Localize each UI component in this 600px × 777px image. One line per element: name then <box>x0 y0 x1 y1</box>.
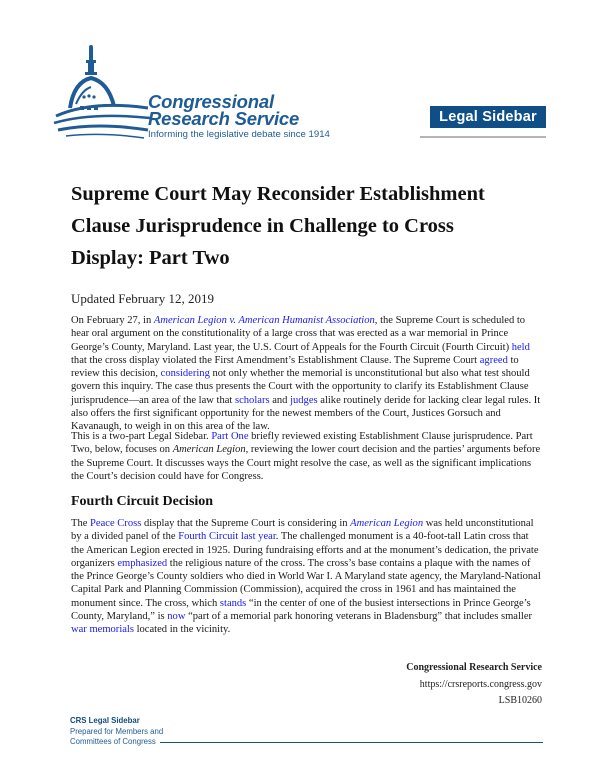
text: was held unconstitutional by a divided panel of the <box>71 518 534 543</box>
logo-tagline: Informing the legislative debate since 1914 <box>148 129 330 140</box>
section-heading: Fourth Circuit Decision <box>71 494 214 509</box>
footer-divider <box>160 742 543 743</box>
text: This is a two-part Legal Sidebar. <box>71 431 212 442</box>
page-title: Supreme Court May Reconsider Establishment Clause Jurisprudence in Challenge to Cross Display: Part Two <box>71 183 485 269</box>
text: display that the Supreme Court is considering in <box>141 518 351 529</box>
badge-divider <box>420 136 546 138</box>
peace-cross-link[interactable]: Peace Cross <box>90 518 142 529</box>
text: that the cross display violated the First Amendment’s Establishment Clause. The Supreme Court <box>71 354 480 366</box>
now-link[interactable]: now <box>167 611 186 623</box>
intro-paragraph <box>71 314 541 434</box>
judges-link[interactable]: judges <box>290 394 318 406</box>
held-link[interactable]: held <box>511 341 530 353</box>
crs-logo <box>52 40 352 150</box>
text: “part of a memorial park honoring veterans in Bladensburg” that includes smaller <box>185 611 533 623</box>
text: On February 27, in <box>71 315 154 326</box>
case-name-italic: American Legion <box>172 444 246 456</box>
footer-series <box>70 716 163 748</box>
part-one-link[interactable]: Part One <box>211 431 249 442</box>
text: . The challenged monument is a 40-foot-tall Latin cross that the American Legion erected in 1925. During fundraising efforts and at the monument’s dedication, the private organizers <box>71 531 539 569</box>
fourth-circuit-link[interactable]: Fourth Circuit last year <box>178 531 276 543</box>
considering-link[interactable]: considering <box>160 368 210 380</box>
footer-url: https://crsreports.congress.gov <box>419 678 542 690</box>
footer-report-id: LSB10260 <box>498 695 542 706</box>
footer-citation <box>406 660 542 710</box>
agreed-link[interactable]: agreed <box>479 354 508 366</box>
stands-link[interactable]: stands <box>219 597 247 609</box>
overview-paragraph <box>71 430 541 483</box>
text: and <box>269 394 291 406</box>
scholars-link[interactable]: scholars <box>235 394 270 406</box>
footer-org: Congressional Research Service <box>406 662 542 673</box>
emphasized-link[interactable]: emphasized <box>117 557 168 569</box>
logo-name-line1: Congressional <box>148 91 274 112</box>
legal-sidebar-badge: Legal Sidebar <box>430 106 546 128</box>
text: located in the vicinity. <box>133 624 231 636</box>
american-legion-link[interactable]: American Legion <box>350 518 424 529</box>
text: to review this decision, <box>71 354 519 380</box>
text: the religious nature of the cross. The cross’s base contains a plaque with the names of the Prince George’s County soldiers who died in World War I. A Maryland state agency, the Maryland-National Capital Park and Planning Commission (Commission), acquired the cross in 1961 and has maintained the monument since. The cross, which <box>71 557 541 609</box>
text: , reviewing the lower court decision and the parties’ arguments before the Supreme Court. It discusses ways the Court might resolve the case, as well as the significant implications the Court’s decision could have for Congress. <box>71 444 541 482</box>
text: , the Supreme Court is scheduled to hear oral argument on the constitutionality of a large cross that was erected as a war memorial in Prince George’s County, Maryland. Last year, the U.S. Court of Appeals for the Fourth Circuit (Fourth Circuit) <box>71 315 526 353</box>
logo-wordmark <box>148 93 299 127</box>
case-link[interactable]: American Legion v. American Humanist Association <box>153 315 375 326</box>
footer-series-line2: Prepared for Members and <box>70 726 164 736</box>
text: The <box>71 518 91 529</box>
footer-series-line3: Committees of Congress <box>70 737 156 746</box>
updated-date: Updated February 12, 2019 <box>71 291 214 306</box>
text: alike routinely deride for lacking clear legal rules. It also offers the first significant opportunity for the newest members of the Court, Justices Gorsuch and Kavanaugh, to weigh in on this area of the law. <box>71 394 541 433</box>
text: not only whether the memorial is unconstitutional but also what test should govern this inquiry. The case thus presents the Court with the opportunity to clarify its Establishment Clause jurisprudence—an area of the law that <box>71 368 530 406</box>
war-memorials-link[interactable]: war memorials <box>71 624 134 636</box>
footer-series-title: CRS Legal Sidebar <box>70 716 140 725</box>
decision-paragraph <box>71 517 541 637</box>
text: “in the center of one of the busiest intersections in Prince George’s County, Maryland,” is <box>71 597 531 623</box>
logo-name-line2: Research Service <box>148 108 300 129</box>
text: briefly reviewed existing Establishment Clause jurisprudence. Part Two, below, focuses on <box>71 431 533 456</box>
capitol-dome-icon <box>52 40 152 150</box>
